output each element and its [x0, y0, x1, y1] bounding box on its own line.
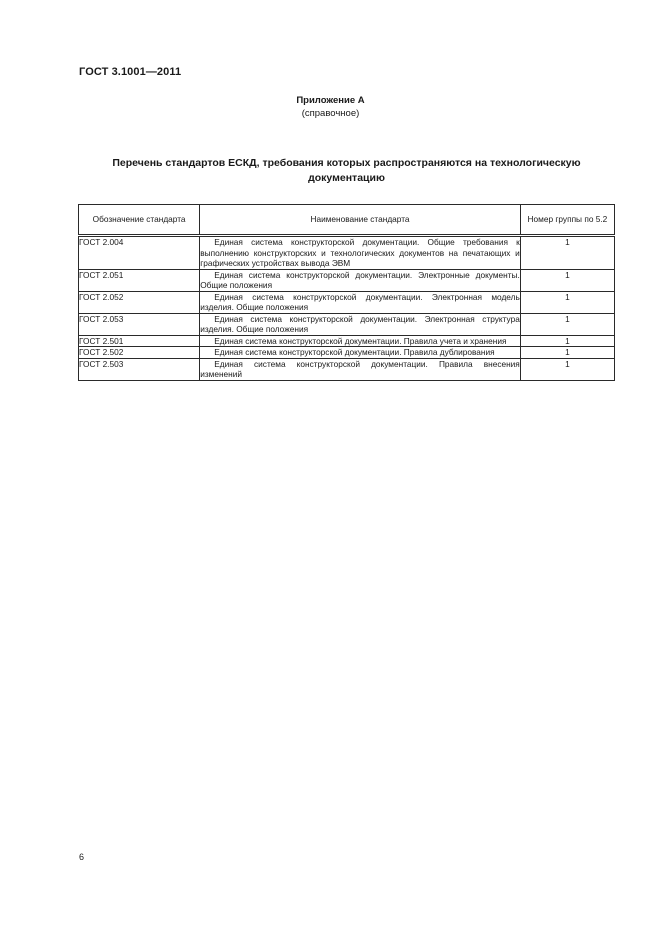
group-number: 1: [520, 335, 614, 347]
section-heading-line-2: документацию: [308, 172, 385, 184]
group-number: 1: [520, 291, 614, 313]
page-number: 6: [79, 852, 85, 862]
section-heading: [79, 156, 614, 186]
standard-code: ГОСТ 2.051: [79, 269, 200, 291]
standard-code: ГОСТ 2.503: [79, 358, 200, 380]
standard-name: Единая система конструкторской документации. Электронная модель изделия. Общие положения: [200, 291, 520, 312]
table-row: [79, 313, 615, 335]
standard-name: Единая система конструкторской документации. Электронная структура изделия. Общие положения: [200, 313, 520, 334]
standard-code: ГОСТ 2.053: [79, 313, 200, 335]
column-header-name: Наименование стандарта: [200, 205, 521, 236]
group-number: 1: [520, 358, 614, 380]
group-number: 1: [520, 269, 614, 291]
column-header-group: Номер группы по 5.2: [520, 205, 614, 236]
standard-name: Единая система конструкторской документации. Правила внесения изменений: [200, 358, 520, 379]
table-row: [79, 358, 615, 380]
table-row: [79, 335, 615, 347]
standard-code: ГОСТ 2.004: [79, 236, 200, 270]
standard-code: ГОСТ 2.052: [79, 291, 200, 313]
standard-name: Единая система конструкторской документации. Общие требования к выполнению конструкторских и технологических документов на печатающих и графических устройствах вывода ЭВМ: [200, 237, 520, 268]
table-row: [79, 236, 615, 270]
standards-table: [78, 204, 615, 381]
section-heading-line-1: Перечень стандартов ЕСКД, требования которых распространяются на технологическую: [112, 157, 581, 169]
standard-code: ГОСТ 2.501: [79, 335, 200, 347]
standard-name: Единая система конструкторской документации. Электронные документы. Общие положения: [200, 269, 520, 290]
appendix-subtitle: (справочное): [301, 108, 360, 119]
table-header-row: [79, 205, 615, 236]
appendix-label: [0, 94, 661, 120]
column-header-code: Обозначение стандарта: [79, 205, 200, 236]
table-row: [79, 291, 615, 313]
group-number: 1: [520, 236, 614, 270]
standard-name: Единая система конструкторской документации. Правила дублирования: [214, 347, 495, 357]
document-code: ГОСТ 3.1001—2011: [79, 66, 182, 78]
group-number: 1: [520, 347, 614, 359]
table-row: [79, 347, 615, 359]
table-row: [79, 269, 615, 291]
group-number: 1: [520, 313, 614, 335]
standard-code: ГОСТ 2.502: [79, 347, 200, 359]
appendix-title: Приложение А: [296, 95, 365, 106]
standard-name: Единая система конструкторской документации. Правила учета и хранения: [214, 335, 507, 346]
